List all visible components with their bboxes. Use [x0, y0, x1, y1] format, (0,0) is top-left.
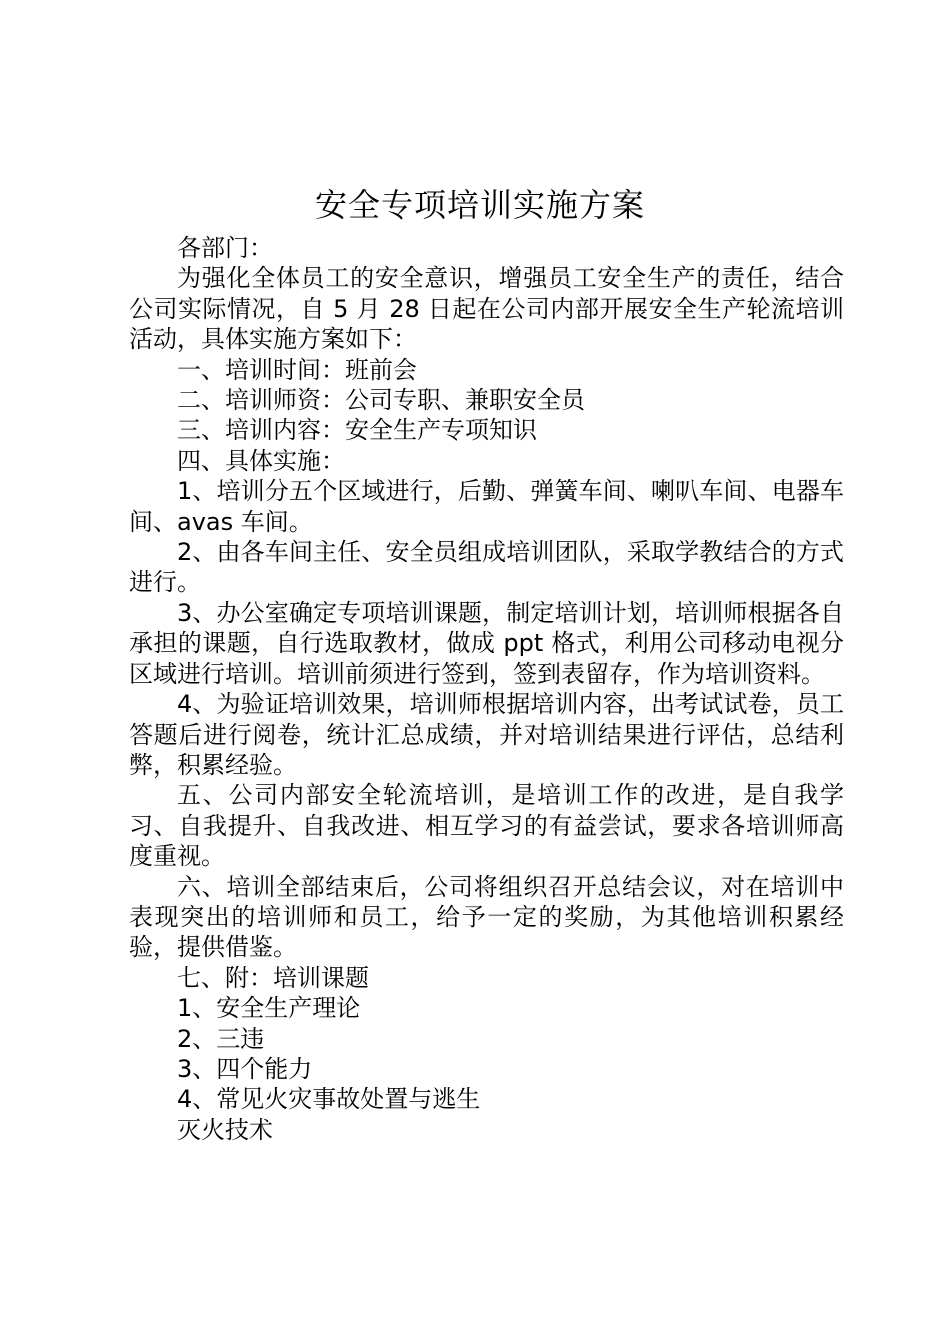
- implementation-item-4: 4、为验证培训效果，培训师根据培训内容，出考试试卷，员工答题后进行阅卷，统计汇总成绩，并对培训结果进行评估，总结利弊，积累经验。: [129, 690, 844, 779]
- intro-paragraph: 为强化全体员工的安全意识，增强员工安全生产的责任，结合公司实际情况，自 5 月 28 日起在公司内部开展安全生产轮流培训活动，具体实施方案如下：: [129, 264, 844, 354]
- section-implementation: 四、具体实施：: [177, 446, 345, 475]
- topic-item-1: 1、安全生产理论: [177, 994, 361, 1023]
- topic-item-3: 3、四个能力: [177, 1054, 313, 1083]
- topic-item-4-continued: 灭火技术: [177, 1115, 273, 1144]
- section-appendix: 七、附：培训课题: [177, 963, 369, 992]
- section-training-time: 一、培训时间：班前会: [177, 355, 417, 384]
- document-body: [129, 233, 844, 1145]
- implementation-item-3: 3、办公室确定专项培训课题，制定培训计划，培训师根据各自承担的课题，自行选取教材，做成 ppt 格式，利用公司移动电视分区域进行培训。培训前须进行签到，签到表留存，作为培训资料。: [129, 598, 844, 688]
- implementation-item-2: 2、由各车间主任、安全员组成培训团队，采取学教结合的方式进行。: [129, 538, 844, 597]
- topic-item-4: 4、常见火灾事故处置与逃生: [177, 1085, 481, 1114]
- section-trainers: 二、培训师资：公司专职、兼职安全员: [177, 386, 585, 415]
- topic-item-2: 2、三违: [177, 1024, 265, 1053]
- implementation-item-1: 1、培训分五个区域进行，后勤、弹簧车间、喇叭车间、电器车间、avas 车间。: [129, 477, 844, 536]
- salutation: 各部门：: [177, 234, 273, 262]
- document-title: 安全专项培训实施方案: [314, 186, 645, 224]
- section-six: 六、培训全部结束后，公司将组织召开总结会议，对在培训中表现突出的培训师和员工，给予一定的奖励，为其他培训积累经验，提供借鉴。: [129, 872, 844, 962]
- section-five: 五、公司内部安全轮流培训，是培训工作的改进，是自我学习、自我提升、自我改进、相互学习的有益尝试，要求各培训师高度重视。: [129, 781, 844, 871]
- section-content: 三、培训内容：安全生产专项知识: [177, 416, 537, 445]
